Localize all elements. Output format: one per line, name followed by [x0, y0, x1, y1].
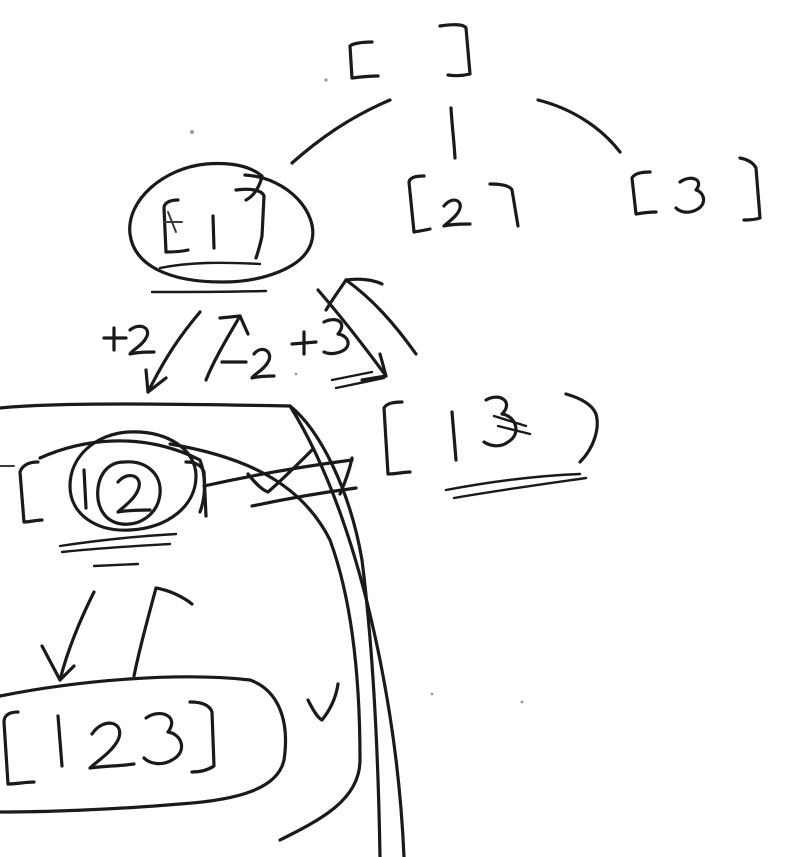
node-123: [0, 677, 286, 812]
edge-label-remove-2: [222, 349, 274, 378]
n12-to-n1-return-arrow: [206, 316, 248, 380]
node-13: [384, 394, 597, 498]
root-node: [350, 25, 470, 78]
check-mark-n123: [308, 684, 338, 720]
edge-label-add-2: [104, 326, 154, 354]
edge-label-add-3: [292, 320, 348, 354]
node-12: [0, 432, 206, 566]
n12-to-n123-arrow: [42, 592, 94, 680]
node-1: [130, 164, 313, 293]
root-to-n1-edge: [292, 100, 390, 163]
stray-marks: [190, 78, 523, 703]
root-to-n3-edge: [538, 100, 620, 152]
root-to-n2-edge: [451, 108, 455, 158]
n123-to-n12-return-arrow: [134, 588, 192, 676]
node-2: [409, 176, 518, 232]
node-3: [632, 158, 760, 220]
